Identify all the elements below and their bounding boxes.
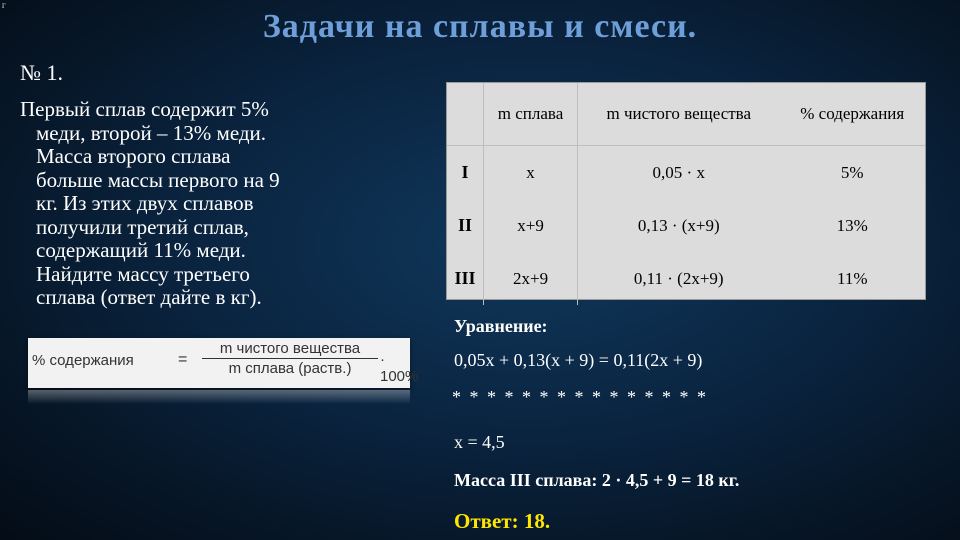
table-cell: x+9	[484, 199, 578, 252]
formula-numerator: m чистого вещества	[202, 340, 378, 359]
percentage-formula	[28, 338, 419, 388]
solution-result: x = 4,5	[454, 432, 505, 452]
table-cell: II	[457, 215, 472, 235]
table-cell: 0,05 · x	[578, 146, 780, 200]
alloy-table	[446, 82, 926, 300]
equation-label: Уравнение:	[454, 316, 548, 336]
problem-number: № 1.	[20, 60, 63, 85]
table-cell: 0,11 · (2x+9)	[578, 252, 780, 305]
problem-line: больше массы первого на 9	[36, 167, 280, 192]
table-cell: III	[454, 268, 476, 288]
table-cell: 2x+9	[484, 252, 578, 305]
answer: Ответ: 18.	[454, 509, 551, 533]
formula-equals: =	[178, 351, 188, 368]
table-header-cell: m чистого вещества	[578, 83, 780, 146]
problem-line: Первый сплав содержит 5%	[20, 97, 269, 121]
table-header-row	[447, 83, 925, 146]
formula-lhs: % содержания	[32, 352, 134, 369]
table-cell: 13%	[836, 215, 868, 235]
problem-line: Найдите массу третьего	[36, 261, 250, 286]
formula-denominator: m сплава (раств.)	[228, 360, 352, 377]
table-cell: 5%	[840, 162, 864, 182]
table-header-cell	[447, 83, 484, 146]
table-row	[447, 252, 925, 305]
problem-line: Масса второго сплава	[36, 144, 231, 168]
table-header-cell: % содержания	[779, 83, 925, 146]
problem-line: кг. Из этих двух сплавов	[36, 191, 254, 215]
stars-separator: * * * * * * * * * * * * * * *	[452, 387, 708, 407]
mass-calculation: Масса III сплава: 2 · 4,5 + 9 = 18 кг.	[454, 470, 740, 490]
problem-line: меди, второй – 13% меди.	[36, 120, 267, 145]
slide-title: Задачи на сплавы и смеси.	[262, 8, 698, 45]
corner-mark: г	[2, 0, 6, 10]
table-cell: 0,13 · (x+9)	[578, 199, 780, 252]
problem-line: получили третий сплав,	[36, 214, 249, 239]
table-row	[447, 146, 925, 200]
table-cell: 11%	[836, 268, 868, 288]
problem-line: содержащий 11% меди.	[36, 238, 246, 262]
table-cell: I	[461, 162, 469, 182]
table-cell: x	[484, 146, 578, 200]
formula-fraction	[202, 340, 378, 377]
equation: 0,05x + 0,13(x + 9) = 0,11(2x + 9)	[454, 350, 703, 370]
formula-multiplier: · 100%	[380, 351, 419, 385]
table-header-cell: m сплава	[484, 83, 578, 146]
table-row	[447, 199, 925, 252]
problem-line: сплава (ответ дайте в кг).	[36, 285, 262, 309]
problem-text	[20, 97, 348, 310]
formula-reflection	[28, 390, 410, 404]
